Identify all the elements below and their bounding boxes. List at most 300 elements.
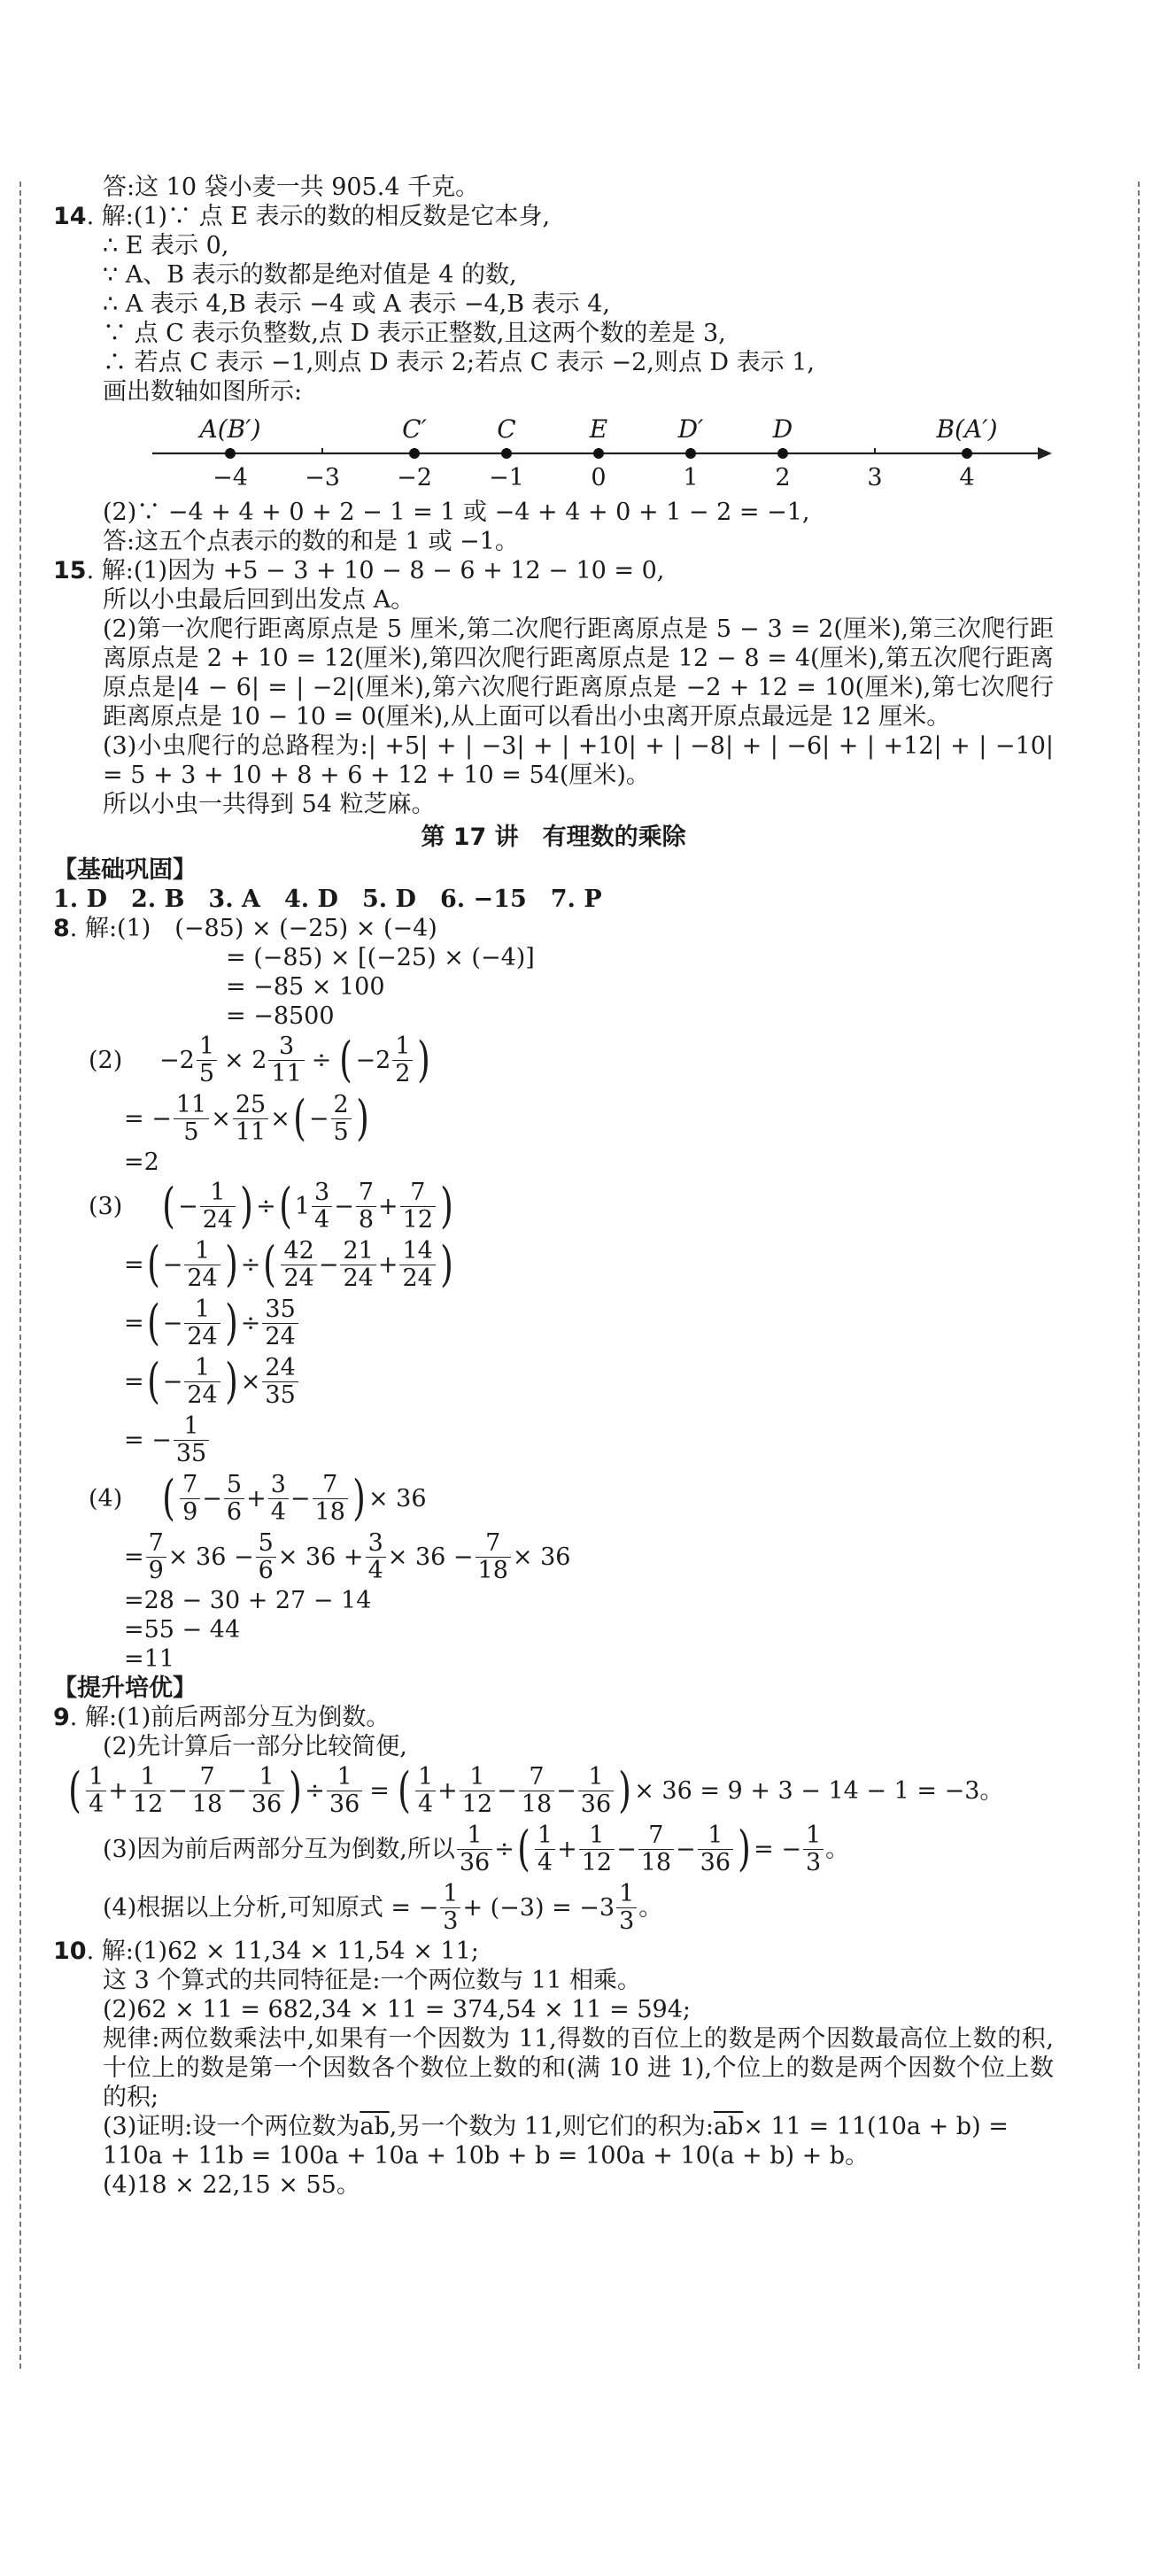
- denominator: 24: [283, 1264, 314, 1292]
- paragraph: (2)第一次爬行距离原点是 5 厘米,第二次爬行距离原点是 5 − 3 = 2(厘米),第三次爬行距离原点是 2 + 10 = 12(厘米),第四次爬行距离原点是 12 − 8 = 4(厘米),第五次爬行距离原点是|4 − 6| = | −2|(厘米),第六次爬行距离原点是 −2 + 12 = 10(厘米),第七次爬行距离原点是 10 − 10 = 0(厘米),从上面可以看出小虫离开原点最远是 12 厘米。: [103, 615, 1054, 731]
- text-line: ∴ 若点 C 表示 −1,则点 D 表示 2;若点 C 表示 −2,则点 D 表示 1,: [103, 349, 815, 376]
- math-token: ÷: [240, 1250, 261, 1279]
- math-token: ×: [211, 1104, 231, 1133]
- denominator: 3: [805, 1848, 822, 1876]
- denominator: 5: [333, 1118, 349, 1146]
- math-token: −: [178, 1192, 198, 1220]
- paren: ): [618, 1762, 632, 1818]
- numerator: 1: [460, 1764, 495, 1791]
- point-label: A(B′): [199, 414, 261, 444]
- multiple-choice-answers: 1. D 2. B 3. A 4. D 5. D 6. −15 7. P: [53, 886, 602, 913]
- math-token: +: [378, 1192, 398, 1220]
- math-token: −: [497, 1776, 517, 1805]
- text-line: ∴ A 表示 4,B 表示 −4 或 A 表示 −4,B 表示 4,: [103, 290, 610, 318]
- text-line: (2)62 × 11 = 682,34 × 11 = 374,54 × 11 = 594;: [103, 1996, 691, 2023]
- paren: (: [398, 1762, 411, 1818]
- text-span: (3)因为前后两部分互为倒数,所以: [103, 1835, 455, 1863]
- denominator: 35: [175, 1439, 207, 1467]
- text-line: =11: [124, 1645, 174, 1673]
- denominator: 12: [581, 1848, 613, 1876]
- fraction: [312, 1180, 332, 1234]
- denominator: 5: [198, 1059, 214, 1087]
- fraction: [535, 1822, 555, 1876]
- paren: (: [146, 1295, 160, 1350]
- fraction: [415, 1764, 436, 1818]
- text-line: ∵ 点 C 表示负整数,点 D 表示正整数,且这两个数的差是 3,: [103, 320, 726, 347]
- fraction: [399, 1238, 435, 1292]
- fraction: [268, 1033, 304, 1087]
- point-label: C: [497, 414, 516, 444]
- denominator: 36: [580, 1790, 612, 1818]
- section-heading: 【基础巩固】: [53, 856, 197, 884]
- math-token: × 36 −: [167, 1543, 254, 1571]
- fraction: [174, 1413, 209, 1467]
- fraction: [340, 1238, 375, 1292]
- denominator: 3: [619, 1907, 635, 1935]
- point-dot: [777, 448, 788, 459]
- denominator: 5: [183, 1118, 199, 1146]
- text-line: 所以小虫最后回到出发点 A。: [103, 586, 415, 614]
- text-span: (4)根据以上分析,可知原式 = −: [103, 1893, 439, 1922]
- sub-label: (2): [89, 1046, 123, 1074]
- denominator: 24: [265, 1322, 296, 1350]
- denominator: 18: [640, 1848, 672, 1876]
- fraction: [189, 1764, 225, 1818]
- numerator: 7: [400, 1180, 436, 1207]
- numerator: 1: [392, 1033, 413, 1061]
- math-token: =: [124, 1367, 144, 1396]
- paragraph: 规律:两位数乘法中,如果有一个因数为 11,得数的百位上的数是两个因数最高位上数的积,十位上的数是第一个因数各个数位上数的和(满 10 进 1),个位上的数是两个因数个位上数的积;: [103, 2025, 1054, 2111]
- numerator: 42: [281, 1238, 316, 1265]
- paren: (: [516, 1821, 530, 1876]
- text-span: ,另一个数为 11,则它们的积为:: [389, 2113, 714, 2140]
- paren: (: [162, 1178, 175, 1234]
- math-token: ÷: [240, 1309, 261, 1337]
- q10-text: . 解:(1)62 × 11,34 × 11,54 × 11;: [86, 1938, 479, 1965]
- tick-label: 3: [867, 464, 883, 491]
- section-heading: 【提升培优】: [53, 1675, 197, 1702]
- math-token: +: [246, 1484, 267, 1512]
- sub-label: (3): [89, 1192, 123, 1220]
- fraction: [268, 1472, 289, 1526]
- fraction: [616, 1881, 637, 1935]
- math-token: −: [290, 1484, 311, 1512]
- q15-text: . 解:(1)因为 +5 − 3 + 10 − 8 − 6 + 12 − 10 = 0,: [86, 557, 665, 584]
- numerator: 1: [803, 1822, 824, 1850]
- text-line: 所以小虫一共得到 54 粒芝麻。: [103, 791, 436, 818]
- fraction: [249, 1764, 284, 1818]
- point-label: E: [589, 414, 608, 444]
- numerator: 21: [340, 1238, 375, 1265]
- fraction: [698, 1822, 733, 1876]
- math-token: ÷: [311, 1046, 332, 1074]
- numerator: 1: [698, 1822, 733, 1850]
- numerator: 2: [331, 1092, 352, 1119]
- tick-label: −1: [489, 464, 524, 491]
- numerator: 24: [262, 1355, 298, 1382]
- fraction: [86, 1764, 106, 1818]
- math-token: −: [334, 1192, 354, 1220]
- overline-ab: $\overline{ab}$: [360, 2113, 390, 2140]
- tick-label: −2: [397, 464, 432, 491]
- fraction: [224, 1472, 244, 1526]
- denominator: 36: [329, 1790, 360, 1818]
- numerator: 5: [256, 1530, 276, 1558]
- text-line: [53, 2112, 1054, 2141]
- numerator: 7: [519, 1764, 554, 1791]
- tick-label: −4: [213, 464, 248, 491]
- text-line: = −85 × 100: [226, 973, 385, 1001]
- math-token: ÷: [305, 1776, 325, 1805]
- denominator: 24: [187, 1381, 218, 1409]
- math-token: =: [124, 1543, 144, 1571]
- math-token: = −: [124, 1426, 172, 1454]
- number-line: [53, 406, 1054, 491]
- fraction: [146, 1530, 166, 1584]
- fraction: [519, 1764, 554, 1818]
- math-token: =: [124, 1309, 144, 1337]
- point-dot: [409, 448, 420, 459]
- text-line: (2)先计算后一部分比较简便,: [103, 1733, 407, 1760]
- math-token: × 36 = 9 + 3 − 14 − 1 = −3。: [634, 1776, 1004, 1805]
- text-line: 110a + 11b = 100a + 10a + 10b + b = 100a + 10(a + b) + b。: [103, 2142, 870, 2170]
- answer-line: 答:这 10 袋小麦一共 905.4 千克。: [103, 174, 480, 201]
- q10-number: 10: [53, 1938, 87, 1965]
- q15-line: [53, 556, 1054, 585]
- numerator: 7: [313, 1472, 348, 1499]
- denominator: 36: [700, 1848, 731, 1876]
- denominator: 18: [191, 1790, 223, 1818]
- fraction: [400, 1180, 436, 1234]
- denominator: 3: [443, 1907, 459, 1935]
- numerator: 1: [616, 1881, 637, 1908]
- math-line: [53, 1878, 1054, 1937]
- paren: ): [355, 1090, 369, 1146]
- paren: (: [146, 1236, 160, 1292]
- text-span: + (−3) = −3: [462, 1893, 615, 1922]
- q9-number: 9: [53, 1704, 70, 1731]
- point-label: D: [772, 414, 793, 444]
- numerator: 7: [189, 1764, 225, 1791]
- denominator: 35: [265, 1381, 296, 1409]
- paren: (: [278, 1178, 292, 1234]
- denominator: 4: [314, 1205, 330, 1234]
- fraction: [197, 1033, 217, 1087]
- fraction: [184, 1296, 220, 1350]
- denominator: 6: [226, 1497, 243, 1526]
- math-token: × 2: [224, 1046, 267, 1074]
- tick-label: 0: [591, 464, 607, 491]
- math-token: +: [377, 1250, 398, 1279]
- math-token: 。: [638, 1893, 663, 1922]
- numerator: 7: [638, 1822, 674, 1850]
- text-line: 这 3 个算式的共同特征是:一个两位数与 11 相乘。: [103, 1967, 641, 1994]
- numerator: 1: [327, 1764, 362, 1791]
- math-token: −: [556, 1776, 576, 1805]
- math-token: +: [108, 1776, 128, 1805]
- math-line: [53, 1469, 1054, 1528]
- axis-arrow: [1038, 447, 1052, 460]
- fraction: [130, 1764, 166, 1818]
- numerator: 1: [197, 1033, 217, 1061]
- math-token: ×: [270, 1104, 290, 1133]
- math-token: −2: [355, 1046, 391, 1074]
- fraction: [262, 1296, 298, 1350]
- math-line: [53, 1177, 1054, 1235]
- numerator: 1: [86, 1764, 106, 1791]
- math-token: × 36: [512, 1543, 571, 1571]
- denominator: 36: [459, 1848, 491, 1876]
- text-line: =2: [124, 1149, 159, 1176]
- fraction: [578, 1764, 614, 1818]
- math-token: −: [162, 1367, 183, 1396]
- numerator: 25: [233, 1092, 268, 1119]
- paren: ): [440, 1178, 453, 1234]
- point-dot: [962, 448, 972, 459]
- sub-label: (4): [89, 1484, 123, 1512]
- numerator: 1: [579, 1822, 615, 1850]
- denominator: 4: [270, 1497, 286, 1526]
- text-line: =55 − 44: [124, 1616, 241, 1644]
- fraction: [184, 1238, 220, 1292]
- paren: (: [146, 1353, 160, 1409]
- math-token: −: [167, 1776, 188, 1805]
- math-line: [53, 1235, 1054, 1294]
- numerator: 7: [146, 1530, 166, 1558]
- denominator: 36: [251, 1790, 282, 1818]
- math-token: ÷: [256, 1192, 276, 1220]
- math-token: × 36 −: [387, 1543, 474, 1571]
- overline-ab: $\overline{ab}$: [713, 2113, 744, 2140]
- denominator: 4: [367, 1556, 383, 1584]
- fraction: [184, 1355, 220, 1409]
- text-span: (3)证明:设一个两位数为: [103, 2113, 360, 2140]
- denominator: 12: [461, 1790, 493, 1818]
- paren: ): [224, 1353, 238, 1409]
- math-token: = −: [124, 1104, 172, 1133]
- text-line: 答:这五个点表示的数的和是 1 或 −1。: [103, 528, 519, 555]
- paren: ): [417, 1032, 431, 1087]
- numerator: 5: [224, 1472, 244, 1499]
- denominator: 11: [271, 1059, 302, 1087]
- denominator: 9: [182, 1497, 198, 1526]
- denominator: 18: [477, 1556, 508, 1584]
- numerator: 1: [184, 1296, 220, 1324]
- denominator: 4: [89, 1790, 104, 1818]
- fraction: [180, 1472, 200, 1526]
- numerator: 7: [476, 1530, 511, 1558]
- text-line: 画出数轴如图所示:: [103, 378, 303, 406]
- math-token: =: [124, 1250, 144, 1279]
- numerator: 1: [457, 1822, 492, 1850]
- math-line: [53, 1820, 1054, 1878]
- numerator: 3: [312, 1180, 332, 1207]
- numerator: 1: [415, 1764, 436, 1791]
- numerator: 1: [578, 1764, 614, 1791]
- denominator: 24: [187, 1264, 218, 1292]
- numerator: 1: [184, 1238, 220, 1265]
- math-token: × 36: [367, 1484, 427, 1512]
- fraction: [256, 1530, 276, 1584]
- fraction: [803, 1822, 824, 1876]
- paren: ): [439, 1236, 453, 1292]
- math-token: −: [616, 1835, 637, 1863]
- point-dot: [225, 448, 236, 459]
- denominator: 18: [521, 1790, 553, 1818]
- math-token: × 36 +: [277, 1543, 364, 1571]
- numerator: 1: [130, 1764, 166, 1791]
- fraction: [392, 1033, 413, 1087]
- math-token: 。: [825, 1835, 850, 1863]
- point-label: B(A′): [936, 414, 998, 444]
- text-span: × 11 = 11(10a + b) =: [743, 2113, 1009, 2140]
- q9-text: . 解:(1)前后两部分互为倒数。: [69, 1704, 391, 1731]
- denominator: 24: [343, 1264, 374, 1292]
- denominator: 24: [187, 1322, 218, 1350]
- numerator: 35: [262, 1296, 298, 1324]
- text-line: ∴ E 表示 0,: [103, 232, 229, 259]
- point-dot: [593, 448, 604, 459]
- denominator: 12: [132, 1790, 164, 1818]
- fraction: [174, 1092, 209, 1146]
- math-token: −: [162, 1250, 183, 1279]
- denominator: 4: [417, 1790, 434, 1818]
- numerator: 1: [249, 1764, 284, 1791]
- answer-content: [53, 173, 1054, 2200]
- math-token: +: [557, 1835, 577, 1863]
- right-dashed-margin: [1138, 182, 1140, 2369]
- math-token: −: [162, 1309, 183, 1337]
- numerator: 1: [184, 1355, 220, 1382]
- tick-label: −3: [305, 464, 340, 491]
- paren: ): [738, 1821, 751, 1876]
- fraction: [233, 1092, 268, 1146]
- numerator: 1: [440, 1881, 460, 1908]
- paren: ): [224, 1295, 238, 1350]
- fraction: [476, 1530, 511, 1584]
- text-line: (2)∵ −4 + 4 + 0 + 2 − 1 = 1 或 −4 + 4 + 0 + 1 − 2 = −1,: [103, 499, 810, 526]
- math-token: −: [308, 1104, 329, 1133]
- numerator: 14: [399, 1238, 435, 1265]
- math-line: [53, 1089, 1054, 1148]
- math-token: −: [318, 1250, 339, 1279]
- denominator: 4: [537, 1848, 553, 1876]
- math-token: ÷: [494, 1835, 514, 1863]
- fraction: [327, 1764, 362, 1818]
- fraction: [262, 1355, 298, 1409]
- numerator: 1: [535, 1822, 555, 1850]
- math-line: [53, 1528, 1054, 1586]
- numerator: 3: [366, 1530, 386, 1558]
- fraction: [366, 1530, 386, 1584]
- denominator: 24: [402, 1264, 433, 1292]
- math-token: = −: [754, 1835, 801, 1863]
- paren: ): [240, 1178, 253, 1234]
- denominator: 18: [314, 1497, 345, 1526]
- point-label: C′: [402, 414, 427, 444]
- paren: ): [352, 1470, 366, 1526]
- q8-line: [53, 914, 1054, 943]
- paren: (: [263, 1236, 277, 1292]
- math-token: +: [437, 1776, 458, 1805]
- q14-text: . 解:(1)∵ 点 E 表示的数的相反数是它本身,: [86, 203, 551, 230]
- q9-line: [53, 1703, 1054, 1732]
- text-line: = −8500: [226, 1002, 335, 1030]
- math-line: [53, 1352, 1054, 1411]
- math-token: −: [227, 1776, 247, 1805]
- denominator: 12: [402, 1205, 434, 1234]
- point-dot: [685, 448, 696, 459]
- fraction: [331, 1092, 352, 1146]
- math-line: [53, 1031, 1054, 1089]
- tick-label: 2: [775, 464, 791, 491]
- math-token: −2: [159, 1046, 195, 1074]
- denominator: 8: [358, 1205, 375, 1234]
- paren: (: [162, 1470, 175, 1526]
- denominator: 24: [202, 1205, 234, 1234]
- fraction: [460, 1764, 495, 1818]
- tick-label: 4: [959, 464, 975, 491]
- q14-number: 14: [53, 203, 87, 230]
- fraction: [457, 1822, 492, 1876]
- fraction: [313, 1472, 348, 1526]
- numerator: 7: [180, 1472, 200, 1499]
- tick-label: 1: [683, 464, 699, 491]
- denominator: 2: [395, 1059, 411, 1087]
- paren: ): [289, 1762, 303, 1818]
- text-line: ∵ A、B 表示的数都是绝对值是 4 的数,: [103, 261, 517, 289]
- paren: (: [292, 1090, 306, 1146]
- q8-text: . 解:(1) (−85) × (−25) × (−4): [69, 915, 437, 942]
- lesson-title: 第 17 讲 有理数的乘除: [421, 824, 686, 851]
- math-line: [53, 1761, 1054, 1820]
- math-token: −: [202, 1484, 222, 1512]
- fraction: [356, 1180, 376, 1234]
- text-line: (4)18 × 22,15 × 55。: [103, 2171, 360, 2199]
- q8-number: 8: [53, 915, 70, 942]
- text-line: = (−85) × [(−25) × (−4)]: [226, 944, 535, 971]
- fraction: [200, 1180, 236, 1234]
- denominator: 9: [148, 1556, 164, 1584]
- math-token: =: [369, 1776, 390, 1805]
- paragraph: (3)小虫爬行的总路程为:| +5| + | −3| + | +10| + | −8| + | −6| + | +12| + | −10| = 5 + 3 + 10 + 8 + 6 + 12 + 10 = 54(厘米)。: [103, 732, 1054, 789]
- paren: (: [68, 1762, 81, 1818]
- denominator: 11: [235, 1118, 267, 1146]
- math-token: 1: [294, 1192, 311, 1220]
- q14-line: [53, 202, 1054, 231]
- left-dashed-margin: [19, 182, 21, 2369]
- fraction: [638, 1822, 674, 1876]
- q15-number: 15: [53, 557, 87, 584]
- fraction: [281, 1238, 316, 1292]
- math-token: −: [676, 1835, 696, 1863]
- numerator: 11: [174, 1092, 209, 1119]
- math-line: [53, 1411, 1054, 1469]
- math-line: [53, 1294, 1054, 1352]
- math-token: ×: [240, 1367, 261, 1396]
- numerator: 7: [356, 1180, 376, 1207]
- numerator: 3: [268, 1472, 289, 1499]
- denominator: 6: [258, 1556, 274, 1584]
- fraction: [440, 1881, 460, 1935]
- point-label: D′: [677, 414, 704, 444]
- fraction: [579, 1822, 615, 1876]
- numerator: 3: [268, 1033, 304, 1061]
- q10-line: [53, 1937, 1054, 1966]
- paren: (: [339, 1032, 353, 1087]
- point-dot: [501, 448, 512, 459]
- numerator: 1: [200, 1180, 236, 1207]
